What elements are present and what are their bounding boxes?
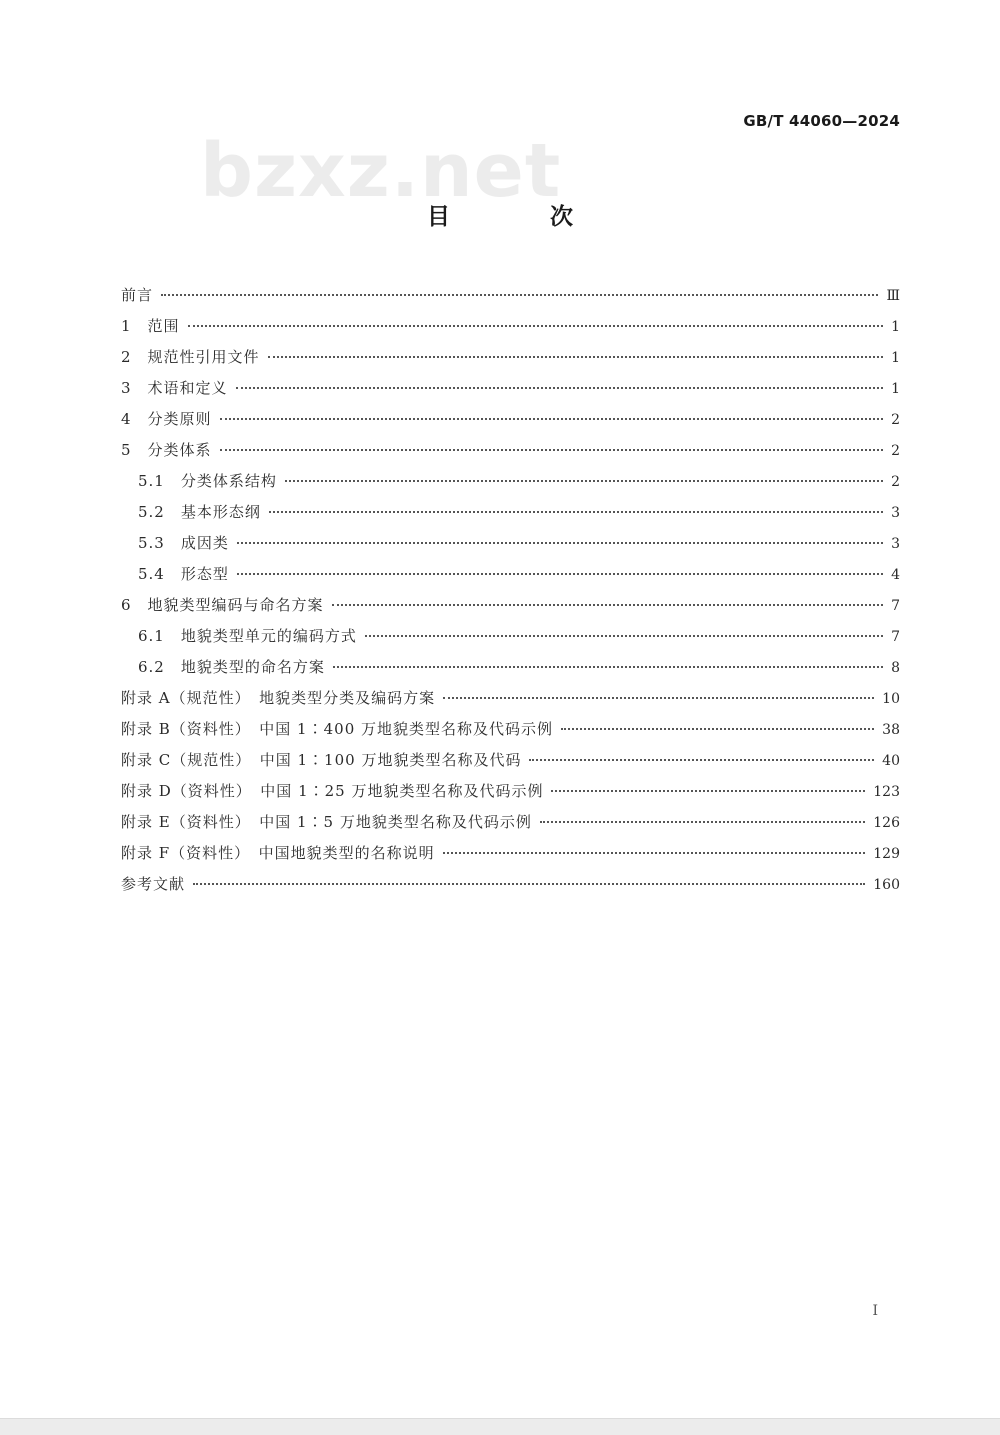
page-number: I — [872, 1303, 878, 1319]
toc-dot-leader — [529, 759, 874, 761]
toc-entry-label: 前言 — [121, 286, 154, 304]
toc-title: 目 次 — [426, 204, 619, 230]
toc-entry-label: 参考文献 — [121, 875, 186, 893]
toc-entry-page: 8 — [891, 660, 900, 676]
toc-entry-label: 5.3 成因类 — [138, 534, 229, 552]
toc-dot-leader — [161, 294, 878, 296]
toc-dot-leader — [237, 542, 883, 544]
toc-dot-leader — [551, 790, 865, 792]
toc-entry-label: 4 分类原则 — [121, 410, 212, 428]
toc-entry-label: 附录 E（资料性） 中国 1∶5 万地貌类型名称及代码示例 — [121, 813, 532, 831]
toc-dot-leader — [443, 697, 874, 699]
toc-dot-leader — [193, 883, 865, 885]
toc-entry-label: 5.2 基本形态纲 — [138, 503, 261, 521]
toc-entry-5-2[interactable] — [121, 497, 900, 528]
toc-entry-page: 1 — [891, 381, 900, 397]
toc-dot-leader — [285, 480, 883, 482]
toc-entry-label: 2 规范性引用文件 — [121, 348, 260, 366]
toc-entry-2[interactable] — [121, 342, 900, 373]
toc-dot-leader — [188, 325, 884, 327]
toc-entry-5-3[interactable] — [121, 528, 900, 559]
toc-entry-page: 7 — [891, 598, 900, 614]
toc-entry-5[interactable] — [121, 435, 900, 466]
toc-entry-appendix-c[interactable] — [121, 745, 900, 776]
toc-entry-page: 126 — [873, 815, 900, 831]
toc-entry-page: 2 — [891, 412, 900, 428]
toc-entry-page: 129 — [873, 846, 900, 862]
toc-entry-page: 2 — [891, 474, 900, 490]
toc-entry-label: 5.1 分类体系结构 — [138, 472, 277, 490]
toc-entry-label: 附录 C（规范性） 中国 1∶100 万地貌类型名称及代码 — [121, 751, 522, 769]
toc-entry-appendix-b[interactable] — [121, 714, 900, 745]
toc-dot-leader — [268, 356, 884, 358]
toc-entry-label: 5.4 形态型 — [138, 565, 229, 583]
toc-entry-1[interactable] — [121, 311, 900, 342]
toc-entry-page: 3 — [891, 536, 900, 552]
toc-entry-3[interactable] — [121, 373, 900, 404]
toc-entry-references[interactable] — [121, 869, 900, 900]
toc-entry-foreword[interactable] — [121, 280, 900, 311]
toc-entry-label: 附录 A（规范性） 地貌类型分类及编码方案 — [121, 689, 436, 707]
toc-entry-page: 2 — [891, 443, 900, 459]
toc-dot-leader — [236, 387, 884, 389]
toc-entry-appendix-f[interactable] — [121, 838, 900, 869]
toc-entry-appendix-e[interactable] — [121, 807, 900, 838]
toc-entry-page: 40 — [882, 753, 900, 769]
toc-entry-page: 160 — [873, 877, 900, 893]
toc-dot-leader — [443, 852, 866, 854]
toc-dot-leader — [269, 511, 883, 513]
toc-entry-page: Ⅲ — [886, 288, 900, 304]
toc-entry-appendix-d[interactable] — [121, 776, 900, 807]
toc-entry-page: 7 — [891, 629, 900, 645]
toc-entry-6-2[interactable] — [121, 652, 900, 683]
toc-entry-page: 1 — [891, 319, 900, 335]
toc-entry-label: 6 地貌类型编码与命名方案 — [121, 596, 324, 614]
toc-dot-leader — [333, 666, 883, 668]
toc-entry-label: 附录 F（资料性） 中国地貌类型的名称说明 — [121, 844, 435, 862]
toc-entry-4[interactable] — [121, 404, 900, 435]
table-of-contents — [121, 280, 900, 900]
toc-dot-leader — [561, 728, 874, 730]
toc-entry-label: 附录 B（资料性） 中国 1∶400 万地貌类型名称及代码示例 — [121, 720, 554, 738]
toc-entry-label: 6.1 地貌类型单元的编码方式 — [138, 627, 357, 645]
toc-entry-page: 4 — [891, 567, 900, 583]
toc-entry-page: 38 — [882, 722, 900, 738]
toc-entry-label: 3 术语和定义 — [121, 379, 228, 397]
toc-dot-leader — [220, 449, 884, 451]
toc-dot-leader — [332, 604, 884, 606]
toc-dot-leader — [365, 635, 883, 637]
toc-entry-page: 3 — [891, 505, 900, 521]
toc-entry-label: 5 分类体系 — [121, 441, 212, 459]
toc-entry-page: 10 — [882, 691, 900, 707]
toc-dot-leader — [237, 573, 883, 575]
toc-dot-leader — [540, 821, 865, 823]
toc-entry-label: 附录 D（资料性） 中国 1∶25 万地貌类型名称及代码示例 — [121, 782, 544, 800]
toc-entry-6[interactable] — [121, 590, 900, 621]
watermark-logo: bzxz.net — [200, 128, 562, 214]
toc-entry-appendix-a[interactable] — [121, 683, 900, 714]
toc-entry-page: 1 — [891, 350, 900, 366]
standard-code: GB/T 44060—2024 — [743, 112, 900, 130]
toc-entry-page: 123 — [873, 784, 900, 800]
toc-dot-leader — [220, 418, 884, 420]
toc-entry-5-1[interactable] — [121, 466, 900, 497]
toc-entry-label: 6.2 地貌类型的命名方案 — [138, 658, 325, 676]
toc-entry-label: 1 范围 — [121, 317, 180, 335]
toc-entry-6-1[interactable] — [121, 621, 900, 652]
toc-entry-5-4[interactable] — [121, 559, 900, 590]
viewer-bottom-edge — [0, 1418, 1000, 1435]
